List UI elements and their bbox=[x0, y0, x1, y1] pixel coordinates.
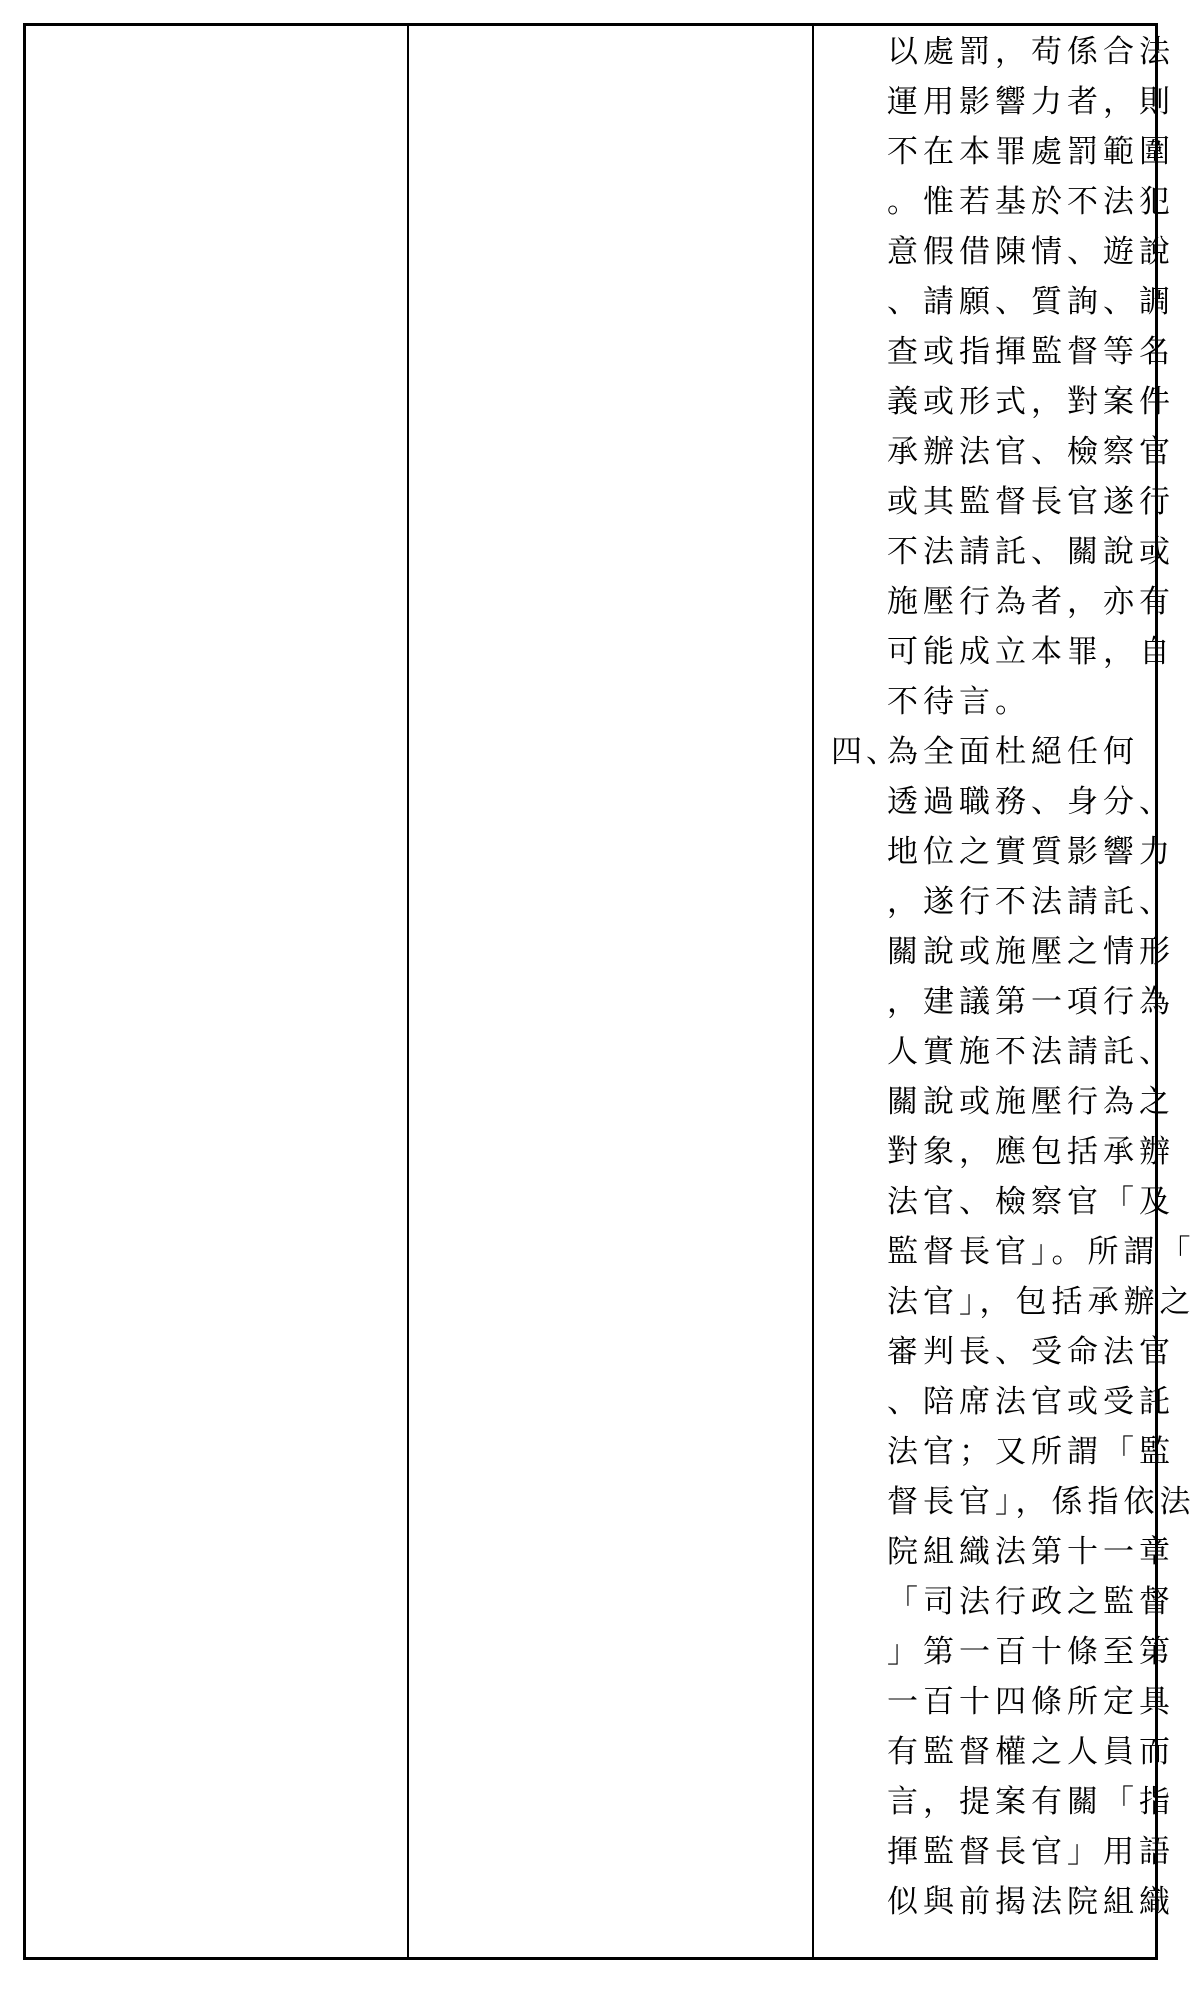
text-line bbox=[814, 877, 1175, 927]
line-text: 不在本罪處罰範圍 bbox=[887, 134, 1175, 170]
text-line bbox=[814, 1477, 1195, 1527]
text-line bbox=[814, 1377, 1175, 1427]
middle-column-cell bbox=[409, 26, 812, 1957]
text-line bbox=[814, 227, 1175, 277]
line-text: 不法請託、關說或 bbox=[887, 534, 1175, 570]
text-line bbox=[814, 577, 1175, 627]
text-line bbox=[814, 1677, 1175, 1727]
text-line bbox=[814, 427, 1175, 477]
line-text: 承辦法官、檢察官 bbox=[887, 434, 1175, 470]
line-text: 透過職務、身分、 bbox=[887, 784, 1175, 820]
text-line bbox=[814, 1877, 1175, 1927]
line-text: 監督長官」。所謂「 bbox=[887, 1234, 1195, 1270]
line-text: 或其監督長官遂行 bbox=[887, 484, 1175, 520]
line-text: 為全面杜絕任何 bbox=[887, 734, 1139, 770]
text-line bbox=[814, 1527, 1175, 1577]
text-line bbox=[814, 327, 1175, 377]
line-text: 法官、檢察官「及 bbox=[887, 1184, 1175, 1220]
line-text: 」第一百十條至第 bbox=[887, 1634, 1175, 1670]
text-line bbox=[814, 827, 1175, 877]
line-text: ，遂行不法請託、 bbox=[887, 884, 1175, 920]
line-text: 運用影響力者，則 bbox=[887, 84, 1175, 120]
text-line bbox=[814, 1827, 1175, 1877]
text-line bbox=[814, 1727, 1175, 1777]
text-line bbox=[814, 1227, 1195, 1277]
text-line bbox=[814, 1627, 1175, 1677]
text-line bbox=[814, 127, 1175, 177]
line-text: 督長官」，係指依法 bbox=[887, 1484, 1195, 1520]
text-line bbox=[814, 927, 1175, 977]
line-text: 可能成立本罪，自 bbox=[887, 634, 1175, 670]
text-line bbox=[814, 1127, 1175, 1177]
text-line bbox=[814, 27, 1175, 77]
line-text: 關說或施壓行為之 bbox=[887, 1084, 1175, 1120]
line-text: 「司法行政之監督 bbox=[887, 1584, 1175, 1620]
line-text: 對象，應包括承辦 bbox=[887, 1134, 1175, 1170]
text-line bbox=[814, 277, 1175, 327]
text-line bbox=[814, 727, 1155, 777]
line-text: 一百十四條所定具 bbox=[887, 1684, 1175, 1720]
text-line bbox=[814, 777, 1175, 827]
explanation-text bbox=[814, 27, 1195, 1927]
line-text: 法官」，包括承辦之 bbox=[887, 1284, 1195, 1320]
text-line bbox=[814, 1177, 1175, 1227]
text-line bbox=[814, 1327, 1175, 1377]
comparison-table bbox=[23, 23, 1195, 1960]
line-text: 審判長、受命法官 bbox=[887, 1334, 1175, 1370]
line-text: 、請願、質詢、調 bbox=[887, 284, 1175, 320]
line-text: 施壓行為者，亦有 bbox=[887, 584, 1175, 620]
line-text: 地位之實質影響力 bbox=[887, 834, 1175, 870]
text-line bbox=[814, 477, 1175, 527]
text-line bbox=[814, 677, 1155, 727]
text-line bbox=[814, 377, 1175, 427]
text-line bbox=[814, 1777, 1175, 1827]
text-line bbox=[814, 627, 1175, 677]
line-text: 以處罰，苟係合法 bbox=[887, 34, 1175, 70]
line-text: 院組織法第十一章 bbox=[887, 1534, 1175, 1570]
line-text: ，建議第一項行為 bbox=[887, 984, 1175, 1020]
line-text: 似與前揭法院組織 bbox=[887, 1884, 1175, 1920]
text-line bbox=[814, 1077, 1175, 1127]
line-text: 不待言。 bbox=[887, 684, 1031, 720]
line-text: 查或指揮監督等名 bbox=[887, 334, 1175, 370]
left-column-cell bbox=[26, 26, 407, 1957]
text-line bbox=[814, 527, 1175, 577]
line-text: 意假借陳情、遊說 bbox=[887, 234, 1175, 270]
text-line bbox=[814, 1577, 1175, 1627]
text-line bbox=[814, 77, 1175, 127]
text-line bbox=[814, 1027, 1175, 1077]
line-text: 、陪席法官或受託 bbox=[887, 1384, 1175, 1420]
text-line bbox=[814, 1427, 1175, 1477]
line-text: 人實施不法請託、 bbox=[887, 1034, 1175, 1070]
line-text: 法官；又所謂「監 bbox=[887, 1434, 1175, 1470]
right-column-cell bbox=[814, 26, 1195, 1957]
line-text: 有監督權之人員而 bbox=[887, 1734, 1175, 1770]
item-number: 四、 bbox=[831, 734, 901, 770]
line-text: 。惟若基於不法犯 bbox=[887, 184, 1175, 220]
line-text: 義或形式，對案件 bbox=[887, 384, 1175, 420]
text-line bbox=[814, 177, 1175, 227]
text-line bbox=[814, 977, 1175, 1027]
text-line bbox=[814, 1277, 1195, 1327]
line-text: 關說或施壓之情形 bbox=[887, 934, 1175, 970]
line-text: 揮監督長官」用語 bbox=[887, 1834, 1175, 1870]
line-text: 言，提案有關「指 bbox=[887, 1784, 1175, 1820]
